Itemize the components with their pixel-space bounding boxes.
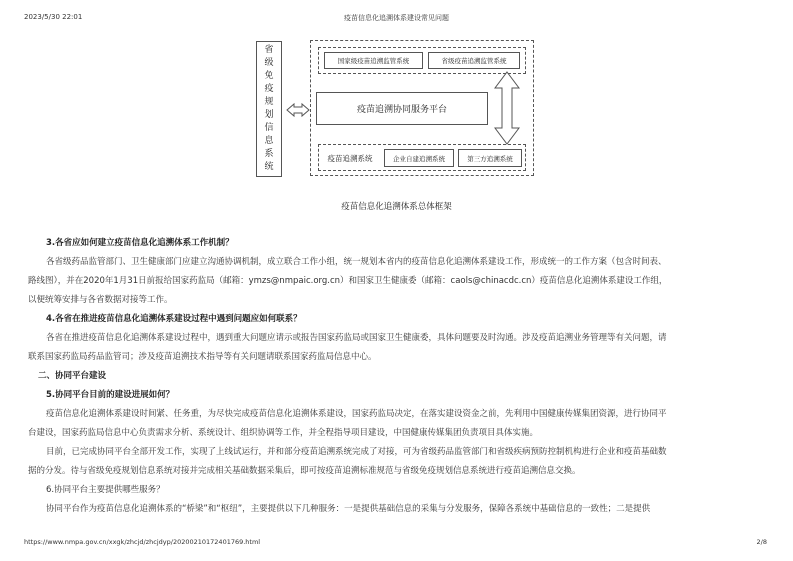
prov-char: 疫 xyxy=(264,84,274,94)
q4-paragraph-line: 联系国家药监局药品监管司；涉及疫苗追溯技术指导等有关问题请联系国家药监局信息中心。 xyxy=(28,352,377,362)
q3-paragraph-line: 路线图），并在2020年1月31日前报给国家药监局（邮箱：ymzs@nmpaic.org.cn）和国家卫生健康委（邮箱：caols@chinacdc.cn）疫苗信息化追溯体系建设工作组， xyxy=(28,276,668,286)
traceability-system-label: 疫苗追溯系统 xyxy=(320,148,380,168)
section2-heading: 二、协同平台建设 xyxy=(38,371,107,381)
provincial-regulator-system-box: 省级疫苗追溯监管系统 xyxy=(428,52,520,69)
third-party-system-box: 第三方追溯系统 xyxy=(458,149,522,167)
prov-char: 信 xyxy=(264,123,274,133)
enterprise-system-box: 企业自建追溯系统 xyxy=(384,149,454,167)
q3-heading: 3.各省应如何建立疫苗信息化追溯体系工作机制？ xyxy=(46,238,234,248)
q5-heading: 5.协同平台目前的建设进展如何？ xyxy=(46,390,175,400)
framework-diagram xyxy=(0,0,793,212)
prov-char: 系 xyxy=(264,149,274,159)
header-datetime: 2023/5/30 22:01 xyxy=(24,13,83,21)
double-arrow-horizontal-icon xyxy=(287,104,309,116)
prov-char: 统 xyxy=(264,162,274,172)
q5-paragraph-line: 疫苗信息化追溯体系建设时间紧、任务重，为尽快完成疫苗信息化追溯体系建设，国家药监局决定，在落实建设资金之前，先利用中国健康传媒集团资源，进行协同平 xyxy=(46,409,667,419)
footer-page-number: 2/8 xyxy=(756,538,767,546)
q6-paragraph-line: 协同平台作为疫苗信息化追溯体系的“桥梁”和“枢纽”，主要提供以下几种服务：一是提供基础信息的采集与分发服务，保障各系统中基础信息的一致性；二是提供 xyxy=(46,504,651,514)
q5-paragraph-line: 台建设，国家药监局信息中心负责需求分析、系统设计、组织协调等工作，并全程指导项目建设，中国健康传媒集团负责项目具体实施。 xyxy=(28,428,539,438)
prov-char: 息 xyxy=(264,136,274,146)
header-title: 疫苗信息化追溯体系建设常见问题 xyxy=(344,14,449,22)
q4-paragraph-line: 各省在推进疫苗信息化追溯体系建设过程中，遇到重大问题应请示或报告国家药监局或国家卫生健康委，具体问题要及时沟通。涉及疫苗追溯业务管理等有关问题，请 xyxy=(46,333,667,343)
footer-url: https://www.nmpa.gov.cn/xxgk/zhcjd/zhcjdyp/20200210172401769.html xyxy=(24,538,261,546)
q6-heading: 6.协同平台主要提供哪些服务？ xyxy=(46,485,165,495)
prov-char: 划 xyxy=(264,110,274,120)
q4-heading: 4.各省在推进疫苗信息化追溯体系建设过程中遇到问题应如何联系？ xyxy=(46,314,302,324)
prov-char: 省 xyxy=(264,45,274,55)
q5-paragraph-line: 据的分发。待与省级免疫规划信息系统对接并完成相关基础数据采集后，即可按疫苗追溯标准规范与省级免疫规划信息系统进行疫苗追溯信息交换。 xyxy=(28,466,581,476)
diagram-caption: 疫苗信息化追溯体系总体框架 xyxy=(341,202,452,212)
prov-char: 免 xyxy=(264,71,274,81)
prov-char: 规 xyxy=(264,97,274,107)
q3-paragraph-line: 以便统筹安排与各省数据对接等工作。 xyxy=(28,295,173,305)
article-body xyxy=(28,234,770,519)
q3-paragraph-line: 各省级药品监管部门、卫生健康部门应建立沟通协调机制，成立联合工作小组，统一规划本省内的疫苗信息化追溯体系建设工作，形成统一的工作方案（包含时间表、 xyxy=(46,257,667,267)
prov-char: 级 xyxy=(264,58,274,68)
q5-paragraph-line: 目前，已完成协同平台全部开发工作，实现了上线试运行，并和部分疫苗追溯系统完成了对接，可为省级药品监管部门和省级疾病预防控制机构进行企业和疫苗基础数 xyxy=(46,447,667,457)
coordination-platform-box: 疫苗追溯协同服务平台 xyxy=(316,92,488,125)
national-regulator-system-box: 国家级疫苗追溯监管系统 xyxy=(324,52,423,69)
